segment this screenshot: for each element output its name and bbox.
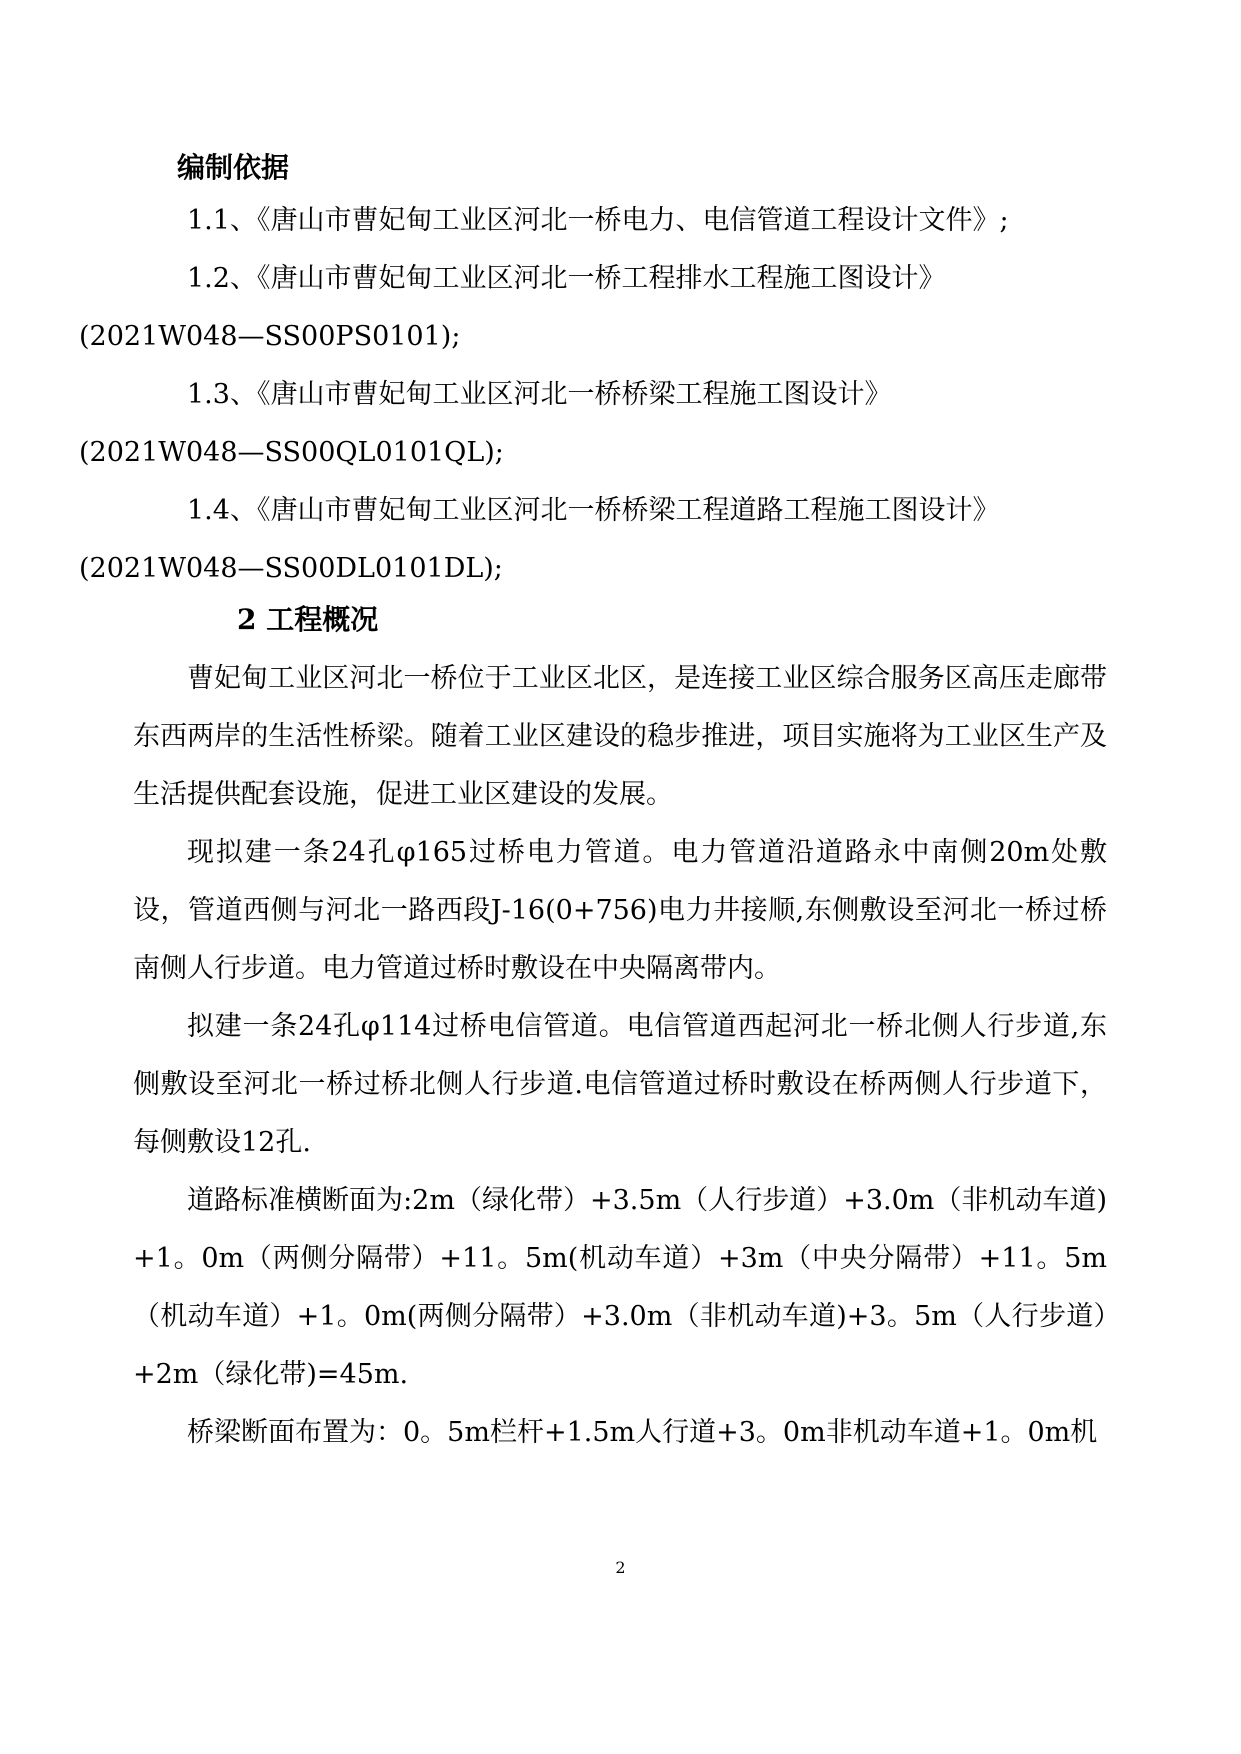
overview-paragraph-5: 桥梁断面布置为：0。5m栏杆+1.5m人行道+3。0m非机动车道+1。0m机	[187, 1417, 1098, 1448]
basis-item-2-text: 1.2、《唐山市曹妃甸工业区河北一桥工程排水工程施工图设计》	[187, 263, 946, 294]
document-body	[79, 150, 1107, 1462]
basis-item-4	[79, 482, 1107, 598]
overview-paragraph-2: 现拟建一条24孔φ165过桥电力管道。电力管道沿道路永中南侧20m处敷设，管道西侧与河北一路西段J-16(0+756)电力井接顺,东侧敷设至河北一桥过桥南侧人行步道。电力管道过桥时敷设在中央隔离带内。	[133, 837, 1107, 984]
basis-item-4-text: 1.4、《唐山市曹妃甸工业区河北一桥桥梁工程道路工程施工图设计》	[187, 495, 1000, 526]
basis-item-3	[79, 366, 1107, 482]
overview-paragraph-1: 曹妃甸工业区河北一桥位于工业区北区，是连接工业区综合服务区高压走廊带东西两岸的生活性桥梁。随着工业区建设的稳步推进，项目实施将为工业区生产及生活提供配套设施，促进工业区建设的发展。	[133, 663, 1107, 810]
basis-item-2-code: (2021W048—SS00PS0101);	[79, 321, 461, 352]
overview-paragraph-3: 拟建一条24孔φ114过桥电信管道。电信管道西起河北一桥北侧人行步道,东侧敷设至河北一桥过桥北侧人行步道.电信管道过桥时敷设在桥两侧人行步道下，每侧敷设12孔.	[133, 1011, 1107, 1158]
overview-paragraph-4: 道路标准横断面为:2m（绿化带）+3.5m（人行步道）+3.0m（非机动车道)+1。0m（两侧分隔带）+11。5m(机动车道）+3m（中央分隔带）+11。5m（机动车道）+1。0m(两侧分隔带）+3.0m（非机动车道)+3。5m（人行步道）+2m（绿化带)=45m.	[133, 1185, 1107, 1390]
basis-item-3-text: 1.3、《唐山市曹妃甸工业区河北一桥桥梁工程施工图设计》	[187, 379, 892, 410]
section-heading-overview: 2 工程概况	[237, 603, 379, 636]
basis-item-3-code: (2021W048—SS00QL0101QL);	[79, 437, 504, 468]
page-number: 2	[615, 1558, 626, 1577]
basis-item-4-code: (2021W048—SS00DL0101DL);	[79, 553, 503, 584]
basis-item-2	[79, 250, 1107, 366]
basis-item-1	[133, 192, 1107, 250]
section-heading-basis: 编制依据	[177, 151, 290, 184]
basis-item-1-text: 1.1、《唐山市曹妃甸工业区河北一桥电力、电信管道工程设计文件》;	[187, 205, 1009, 236]
